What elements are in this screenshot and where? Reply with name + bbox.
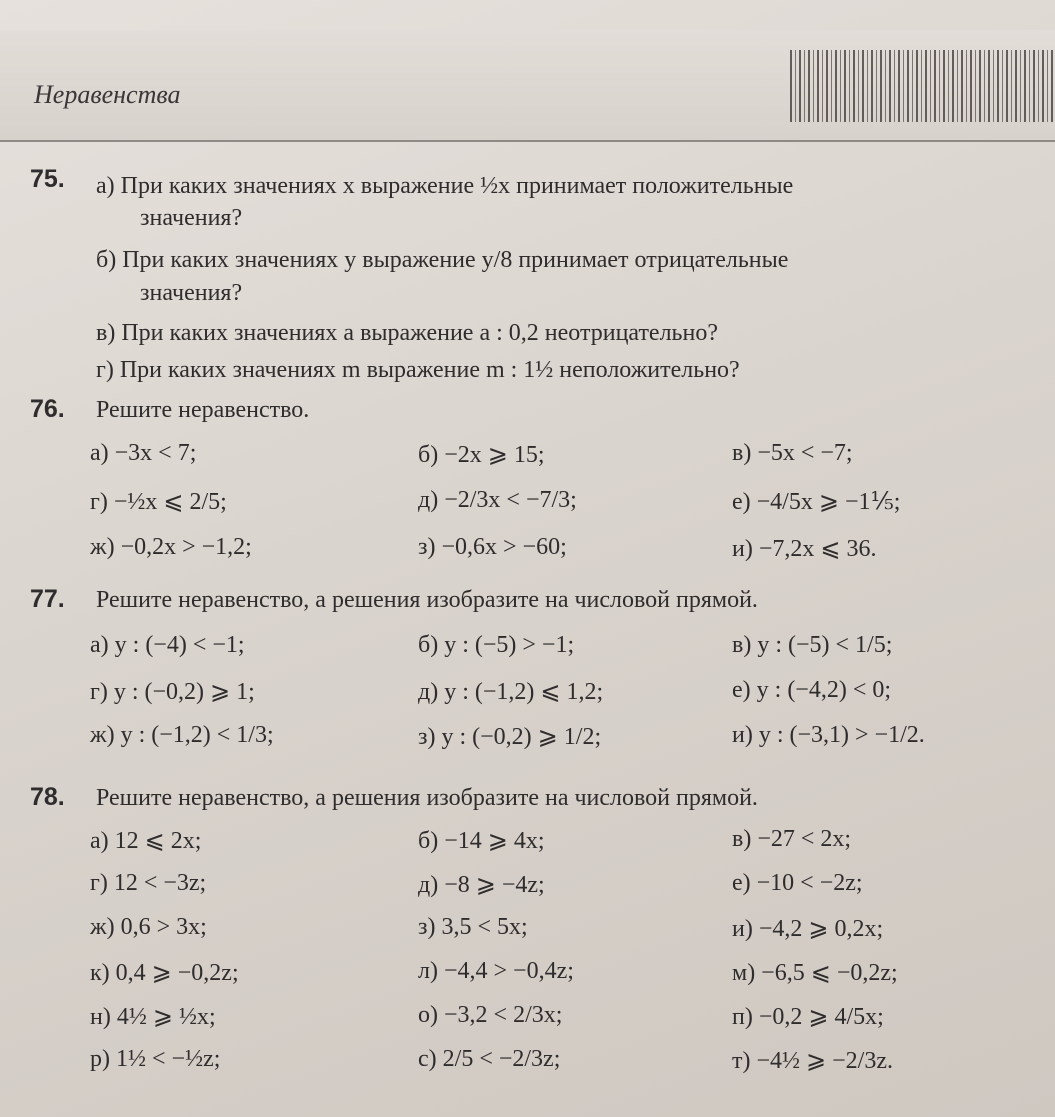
p78-item: м) −6,5 ⩽ −0,2z; xyxy=(732,960,898,986)
p78-item: д) −8 ⩾ −4z; xyxy=(418,872,545,898)
p76-item: е) −4/5x ⩾ −1⅕; xyxy=(732,489,901,515)
problem-76-number: 76. xyxy=(30,395,65,423)
p76-item: и) −7,2x ⩽ 36. xyxy=(732,536,877,562)
p78-item: б) −14 ⩾ 4x; xyxy=(418,828,545,854)
p77-item: в) y : (−5) < 1/5; xyxy=(732,632,893,658)
p78-item: н) 4½ ⩾ ½x; xyxy=(90,1004,216,1030)
p78-item: в) −27 < 2x; xyxy=(732,826,852,852)
problem-75-number: 75. xyxy=(30,165,65,193)
p77-item: б) y : (−5) > −1; xyxy=(418,632,575,658)
p78-item: р) 1½ < −½z; xyxy=(90,1046,221,1072)
problem-78-heading: Решите неравенство, а решения изобразите на числовой прямой. xyxy=(96,785,758,811)
p78-item: п) −0,2 ⩾ 4/5x; xyxy=(732,1004,884,1030)
p78-item: с) 2/5 < −2/3z; xyxy=(418,1046,561,1072)
p78-item: л) −4,4 > −0,4z; xyxy=(418,958,574,984)
p78-item: з) 3,5 < 5x; xyxy=(418,914,528,940)
p78-item: т) −4½ ⩾ −2/3z. xyxy=(732,1048,893,1074)
p77-item: г) y : (−0,2) ⩾ 1; xyxy=(90,679,255,705)
p77-item: е) y : (−4,2) < 0; xyxy=(732,677,892,703)
problem-75-a-line2: значения? xyxy=(140,205,243,231)
problem-75-c: в) При каких значениях a выражение a : 0,2 неотрицательно? xyxy=(96,320,718,346)
problem-75-b-line2: значения? xyxy=(140,280,243,306)
p78-item: е) −10 < −2z; xyxy=(732,870,863,896)
p76-item: з) −0,6x > −60; xyxy=(418,534,567,560)
problem-77-number: 77. xyxy=(30,585,65,613)
p76-item: д) −2/3x < −7/3; xyxy=(418,487,577,513)
problem-77-heading: Решите неравенство, а решения изобразите на числовой прямой. xyxy=(96,587,758,613)
problem-75-a-line1: а) При каких значениях x выражение ½x принимает положительные xyxy=(96,173,794,199)
p78-item: г) 12 < −3z; xyxy=(90,870,207,896)
p78-item: а) 12 ⩽ 2x; xyxy=(90,828,202,854)
problem-76-heading: Решите неравенство. xyxy=(96,397,310,423)
p78-item: и) −4,2 ⩾ 0,2x; xyxy=(732,916,884,942)
problem-75-d: г) При каких значениях m выражение m : 1½ неположительно? xyxy=(96,357,740,383)
section-title: Неравенства xyxy=(34,80,181,109)
problem-78-number: 78. xyxy=(30,783,65,811)
p76-item: а) −3x < 7; xyxy=(90,440,197,466)
p76-item: ж) −0,2x > −1,2; xyxy=(90,534,252,560)
p77-item: и) y : (−3,1) > −1/2. xyxy=(732,722,925,748)
p78-item: ж) 0,6 > 3x; xyxy=(90,914,207,940)
p78-item: к) 0,4 ⩾ −0,2z; xyxy=(90,960,239,986)
decorative-pattern xyxy=(790,50,1055,122)
p76-item: б) −2x ⩾ 15; xyxy=(418,442,545,468)
p77-item: з) y : (−0,2) ⩾ 1/2; xyxy=(418,724,602,750)
p77-item: а) y : (−4) < −1; xyxy=(90,632,245,658)
problem-75-b-line1: б) При каких значениях y выражение y/8 принимает отрицательные xyxy=(96,247,789,273)
p77-item: ж) y : (−1,2) < 1/3; xyxy=(90,722,274,748)
p76-item: в) −5x < −7; xyxy=(732,440,853,466)
p77-item: д) y : (−1,2) ⩽ 1,2; xyxy=(418,679,604,705)
p76-item: г) −½x ⩽ 2/5; xyxy=(90,489,227,515)
p78-item: о) −3,2 < 2/3x; xyxy=(418,1002,563,1028)
